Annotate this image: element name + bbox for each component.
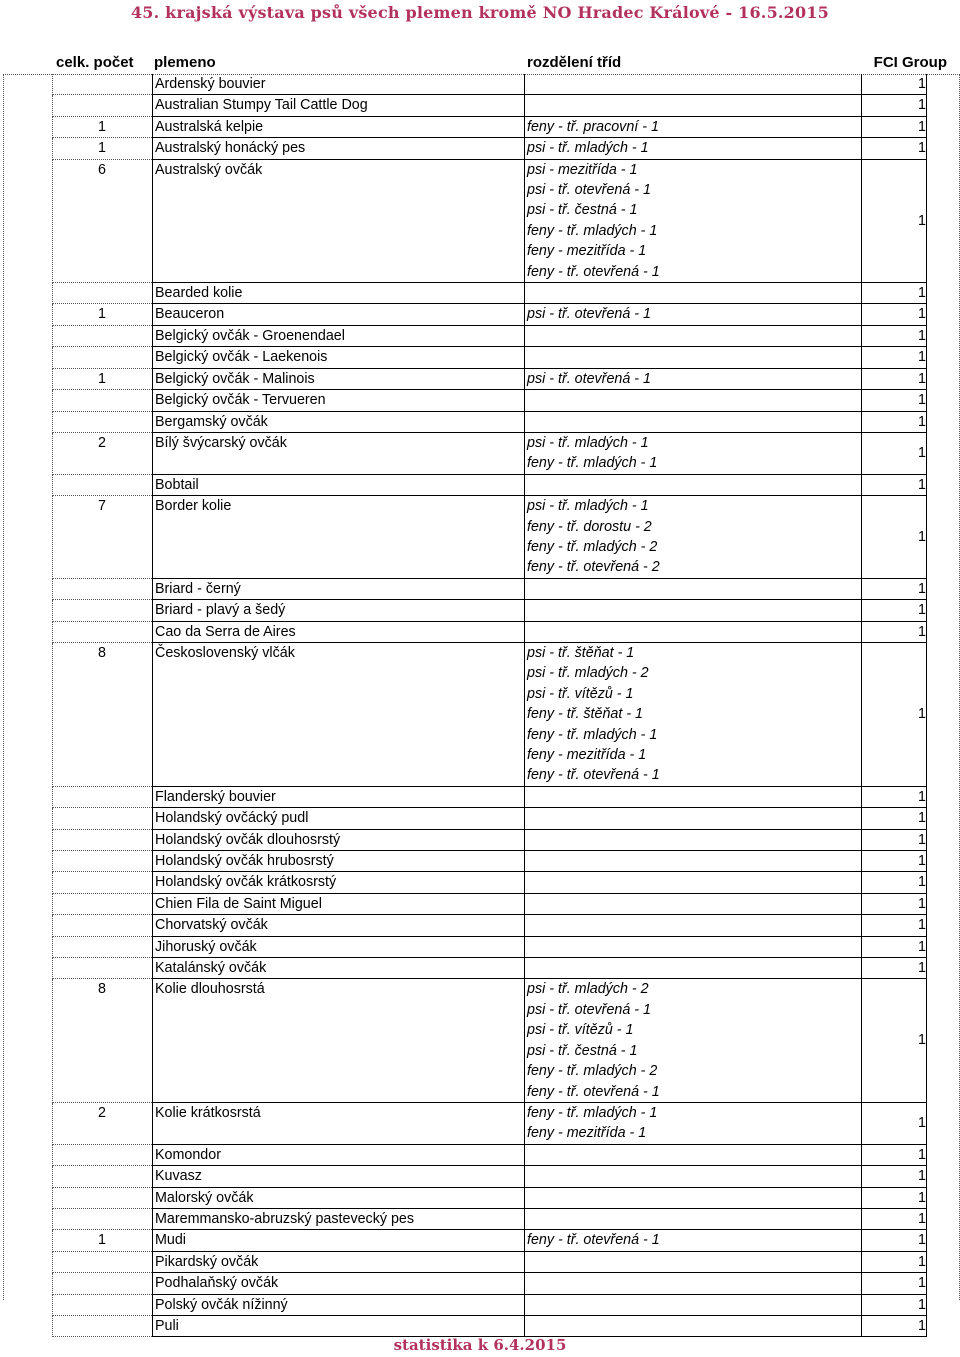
entry-count	[53, 347, 153, 368]
fci-group: 1	[862, 829, 927, 850]
class-breakdown	[525, 138, 862, 159]
entry-count	[53, 600, 153, 621]
entry-count	[53, 1273, 153, 1294]
class-breakdown	[525, 474, 862, 495]
fci-group: 1	[862, 600, 927, 621]
class-entry: psi - tř. čestná - 1	[527, 1042, 638, 1059]
table-row	[53, 74, 927, 95]
fci-group: 1	[862, 1294, 927, 1315]
class-entry: psi - tř. otevřená - 1	[527, 370, 651, 387]
column-header-row	[0, 54, 960, 74]
breed-name: Maremmansko-abruzský pastevecký pes	[153, 1208, 525, 1229]
table-row	[53, 1315, 927, 1336]
class-breakdown	[525, 411, 862, 432]
fci-group: 1	[862, 95, 927, 116]
entry-count	[53, 283, 153, 304]
table-row	[53, 95, 927, 116]
breed-name: Bergamský ovčák	[153, 411, 525, 432]
table-row	[53, 1166, 927, 1187]
entry-count	[53, 936, 153, 957]
breed-name: Belgický ovčák - Malinois	[153, 368, 525, 389]
class-breakdown	[525, 368, 862, 389]
entry-count	[53, 1187, 153, 1208]
entry-count	[53, 1315, 153, 1336]
fci-group: 1	[862, 411, 927, 432]
table-row	[53, 368, 927, 389]
fci-group: 1	[862, 496, 927, 579]
entry-count	[53, 74, 153, 95]
table-row	[53, 432, 927, 474]
table-row	[53, 1144, 927, 1165]
breed-name: Australian Stumpy Tail Cattle Dog	[153, 95, 525, 116]
table-row	[53, 1251, 927, 1272]
table-row	[53, 829, 927, 850]
fci-group: 1	[862, 1166, 927, 1187]
fci-group: 1	[862, 368, 927, 389]
class-entry: psi - tř. otevřená - 1	[527, 1001, 651, 1018]
class-breakdown	[525, 325, 862, 346]
page-title: 45. krajská výstava psů všech plemen kromě NO Hradec Králové - 16.5.2015	[130, 3, 830, 22]
class-breakdown	[525, 851, 862, 872]
breed-name: Pikardský ovčák	[153, 1251, 525, 1272]
class-entry: psi - tř. vítězů - 1	[527, 1022, 634, 1039]
fci-group: 1	[862, 474, 927, 495]
breed-name: Komondor	[153, 1144, 525, 1165]
class-entry: feny - tř. pracovní - 1	[527, 118, 659, 135]
fci-group: 1	[862, 915, 927, 936]
table-row	[53, 283, 927, 304]
entry-count	[53, 325, 153, 346]
class-entry: feny - tř. mladých - 1	[527, 726, 658, 743]
class-breakdown	[525, 1273, 862, 1294]
fci-group: 1	[862, 1187, 927, 1208]
table-row	[53, 1273, 927, 1294]
class-entry: feny - tř. mladých - 1	[527, 222, 658, 239]
entry-count	[53, 390, 153, 411]
class-breakdown	[525, 304, 862, 325]
fci-group: 1	[862, 893, 927, 914]
breed-name: Australský ovčák	[153, 159, 525, 282]
class-breakdown	[525, 432, 862, 474]
entry-count	[53, 1294, 153, 1315]
footer-stats-date: statistika k 6.4.2015	[393, 1336, 567, 1354]
class-breakdown	[525, 872, 862, 893]
class-entry: feny - mezitřída - 1	[527, 1125, 647, 1142]
class-entry: feny - tř. štěňat - 1	[527, 706, 644, 723]
fci-group: 1	[862, 1208, 927, 1229]
fci-group: 1	[862, 786, 927, 807]
class-breakdown	[525, 159, 862, 282]
class-entry: feny - tř. mladých - 2	[527, 1063, 658, 1080]
entry-count	[53, 1166, 153, 1187]
class-breakdown	[525, 642, 862, 786]
class-breakdown	[525, 829, 862, 850]
table-row	[53, 979, 927, 1102]
class-breakdown	[525, 808, 862, 829]
class-breakdown	[525, 1230, 862, 1251]
class-breakdown	[525, 1102, 862, 1144]
entry-count: 8	[53, 642, 153, 786]
table-row	[53, 786, 927, 807]
class-entry: psi - tř. mladých - 2	[527, 665, 649, 682]
breed-name: Briard - plavý a šedý	[153, 600, 525, 621]
class-breakdown	[525, 936, 862, 957]
fci-group: 1	[862, 1273, 927, 1294]
class-entry: psi - tř. otevřená - 1	[527, 306, 651, 323]
class-breakdown	[525, 1187, 862, 1208]
class-entry: psi - tř. štěňat - 1	[527, 644, 635, 661]
class-entry: psi - mezitřída - 1	[527, 161, 638, 178]
fci-group: 1	[862, 979, 927, 1102]
entry-count	[53, 915, 153, 936]
class-breakdown	[525, 116, 862, 137]
entry-count	[53, 893, 153, 914]
breed-name: Polský ovčák nížinný	[153, 1294, 525, 1315]
class-entry: feny - tř. mladých - 2	[527, 538, 658, 555]
table-row	[53, 496, 927, 579]
fci-group: 1	[862, 74, 927, 95]
breed-name: Beauceron	[153, 304, 525, 325]
entry-count	[53, 872, 153, 893]
class-entry: psi - tř. čestná - 1	[527, 202, 638, 219]
fci-group: 1	[862, 642, 927, 786]
table-row	[53, 958, 927, 979]
table-row	[53, 872, 927, 893]
class-entry: psi - tř. mladých - 1	[527, 434, 649, 451]
fci-group: 1	[862, 936, 927, 957]
fci-group: 1	[862, 1144, 927, 1165]
breed-name: Holandský ovčák krátkosrstý	[153, 872, 525, 893]
fci-group: 1	[862, 138, 927, 159]
class-breakdown	[525, 496, 862, 579]
table-row	[53, 600, 927, 621]
class-breakdown	[525, 1315, 862, 1336]
breed-name: Puli	[153, 1315, 525, 1336]
class-breakdown	[525, 1166, 862, 1187]
class-breakdown	[525, 893, 862, 914]
fci-group: 1	[862, 621, 927, 642]
entry-count	[53, 958, 153, 979]
class-breakdown	[525, 600, 862, 621]
fci-group: 1	[862, 432, 927, 474]
entry-count: 1	[53, 116, 153, 137]
class-breakdown	[525, 915, 862, 936]
class-entry: feny - tř. otevřená - 1	[527, 1232, 660, 1249]
class-breakdown	[525, 578, 862, 599]
class-breakdown	[525, 1251, 862, 1272]
breed-name: Kolie dlouhosrstá	[153, 979, 525, 1102]
table-row	[53, 390, 927, 411]
breed-name: Chien Fila de Saint Miguel	[153, 893, 525, 914]
fci-group: 1	[862, 390, 927, 411]
breed-name: Belgický ovčák - Groenendael	[153, 325, 525, 346]
table-row	[53, 1102, 927, 1144]
class-entry: feny - tř. mladých - 1	[527, 455, 658, 472]
breed-name: Belgický ovčák - Tervueren	[153, 390, 525, 411]
fci-group: 1	[862, 1102, 927, 1144]
breed-name: Holandský ovčák dlouhosrstý	[153, 829, 525, 850]
breed-name: Kolie krátkosrstá	[153, 1102, 525, 1144]
table-row	[53, 474, 927, 495]
class-breakdown	[525, 74, 862, 95]
breed-name: Bearded kolie	[153, 283, 525, 304]
fci-group: 1	[862, 1230, 927, 1251]
class-entry: feny - tř. dorostu - 2	[527, 518, 652, 535]
breed-name: Australská kelpie	[153, 116, 525, 137]
table-row	[53, 411, 927, 432]
breed-name: Kuvasz	[153, 1166, 525, 1187]
entry-count: 2	[53, 432, 153, 474]
fci-group: 1	[862, 347, 927, 368]
table-row	[53, 116, 927, 137]
table-row	[53, 642, 927, 786]
entry-count	[53, 474, 153, 495]
fci-group: 1	[862, 872, 927, 893]
class-entry: psi - tř. mladých - 1	[527, 140, 649, 157]
breed-name: Holandský ovčák hrubosrstý	[153, 851, 525, 872]
table-row	[53, 851, 927, 872]
entry-count	[53, 808, 153, 829]
breed-name: Československý vlčák	[153, 642, 525, 786]
breed-name: Bobtail	[153, 474, 525, 495]
entry-count	[53, 786, 153, 807]
table-row	[53, 578, 927, 599]
entry-count: 1	[53, 138, 153, 159]
class-breakdown	[525, 1294, 862, 1315]
class-entry: feny - tř. mladých - 1	[527, 1104, 658, 1121]
column-header-breed: plemeno	[154, 54, 216, 71]
breed-name: Podhalaňský ovčák	[153, 1273, 525, 1294]
breed-name: Border kolie	[153, 496, 525, 579]
class-entry: psi - tř. vítězů - 1	[527, 685, 634, 702]
entry-count	[53, 1251, 153, 1272]
breed-name: Bílý švýcarský ovčák	[153, 432, 525, 474]
class-breakdown	[525, 283, 862, 304]
fci-group: 1	[862, 1251, 927, 1272]
class-entry: feny - tř. otevřená - 1	[527, 263, 660, 280]
class-breakdown	[525, 979, 862, 1102]
fci-group: 1	[862, 578, 927, 599]
fci-group: 1	[862, 325, 927, 346]
entry-count	[53, 829, 153, 850]
fci-group: 1	[862, 808, 927, 829]
table-row	[53, 808, 927, 829]
breed-name: Katalánský ovčák	[153, 958, 525, 979]
entry-count: 6	[53, 159, 153, 282]
table-row	[53, 936, 927, 957]
entry-count	[53, 411, 153, 432]
table-row	[53, 304, 927, 325]
breed-name: Belgický ovčák - Laekenois	[153, 347, 525, 368]
breed-table-body	[53, 74, 927, 1337]
fci-group: 1	[862, 851, 927, 872]
breed-name: Australský honácký pes	[153, 138, 525, 159]
class-breakdown	[525, 95, 862, 116]
class-entry: feny - mezitřída - 1	[527, 747, 647, 763]
class-breakdown	[525, 621, 862, 642]
entry-count: 2	[53, 1102, 153, 1144]
breed-name: Malorský ovčák	[153, 1187, 525, 1208]
class-entry: feny - mezitřída - 1	[527, 243, 647, 260]
entry-count	[53, 578, 153, 599]
entry-count	[53, 95, 153, 116]
table-row	[53, 347, 927, 368]
entry-count: 1	[53, 1230, 153, 1251]
table-row	[53, 1294, 927, 1315]
class-breakdown	[525, 390, 862, 411]
table-row	[53, 159, 927, 282]
column-header-fci-group: FCI Group	[873, 54, 947, 71]
breed-name: Cao da Serra de Aires	[153, 621, 525, 642]
breed-name: Mudi	[153, 1230, 525, 1251]
class-entry: psi - tř. mladých - 1	[527, 498, 649, 515]
entry-count	[53, 621, 153, 642]
entry-count: 1	[53, 368, 153, 389]
fci-group: 1	[862, 958, 927, 979]
breed-name: Jihoruský ovčák	[153, 936, 525, 957]
entry-count: 8	[53, 979, 153, 1102]
table-row	[53, 1208, 927, 1229]
fci-group: 1	[862, 116, 927, 137]
table-row	[53, 325, 927, 346]
fci-group: 1	[862, 1315, 927, 1336]
column-header-classes: rozdělení tříd	[527, 54, 622, 71]
class-breakdown	[525, 347, 862, 368]
breed-name: Holandský ovčácký pudl	[153, 808, 525, 829]
breed-name: Ardenský bouvier	[153, 74, 525, 95]
class-breakdown	[525, 1144, 862, 1165]
table-row	[53, 1230, 927, 1251]
class-entry: feny - tř. otevřená - 1	[527, 767, 660, 784]
table-row	[53, 138, 927, 159]
breed-table	[52, 74, 927, 1337]
breed-name: Chorvatský ovčák	[153, 915, 525, 936]
class-entry: feny - tř. otevřená - 1	[527, 1083, 660, 1100]
fci-group: 1	[862, 283, 927, 304]
table-row	[53, 621, 927, 642]
class-breakdown	[525, 1208, 862, 1229]
fci-group: 1	[862, 304, 927, 325]
breed-name: Briard - černý	[153, 578, 525, 599]
fci-group: 1	[862, 159, 927, 282]
entry-count	[53, 851, 153, 872]
class-breakdown	[525, 958, 862, 979]
column-header-count: celk. počet	[56, 54, 134, 71]
class-breakdown	[525, 786, 862, 807]
entry-count	[53, 1144, 153, 1165]
class-entry: feny - tř. otevřená - 2	[527, 559, 660, 576]
table-row	[53, 1187, 927, 1208]
breed-name: Flanderský bouvier	[153, 786, 525, 807]
class-entry: psi - tř. mladých - 2	[527, 981, 649, 998]
entry-count: 7	[53, 496, 153, 579]
entry-count	[53, 1208, 153, 1229]
table-row	[53, 915, 927, 936]
class-entry: psi - tř. otevřená - 1	[527, 182, 651, 199]
entry-count: 1	[53, 304, 153, 325]
table-row	[53, 893, 927, 914]
